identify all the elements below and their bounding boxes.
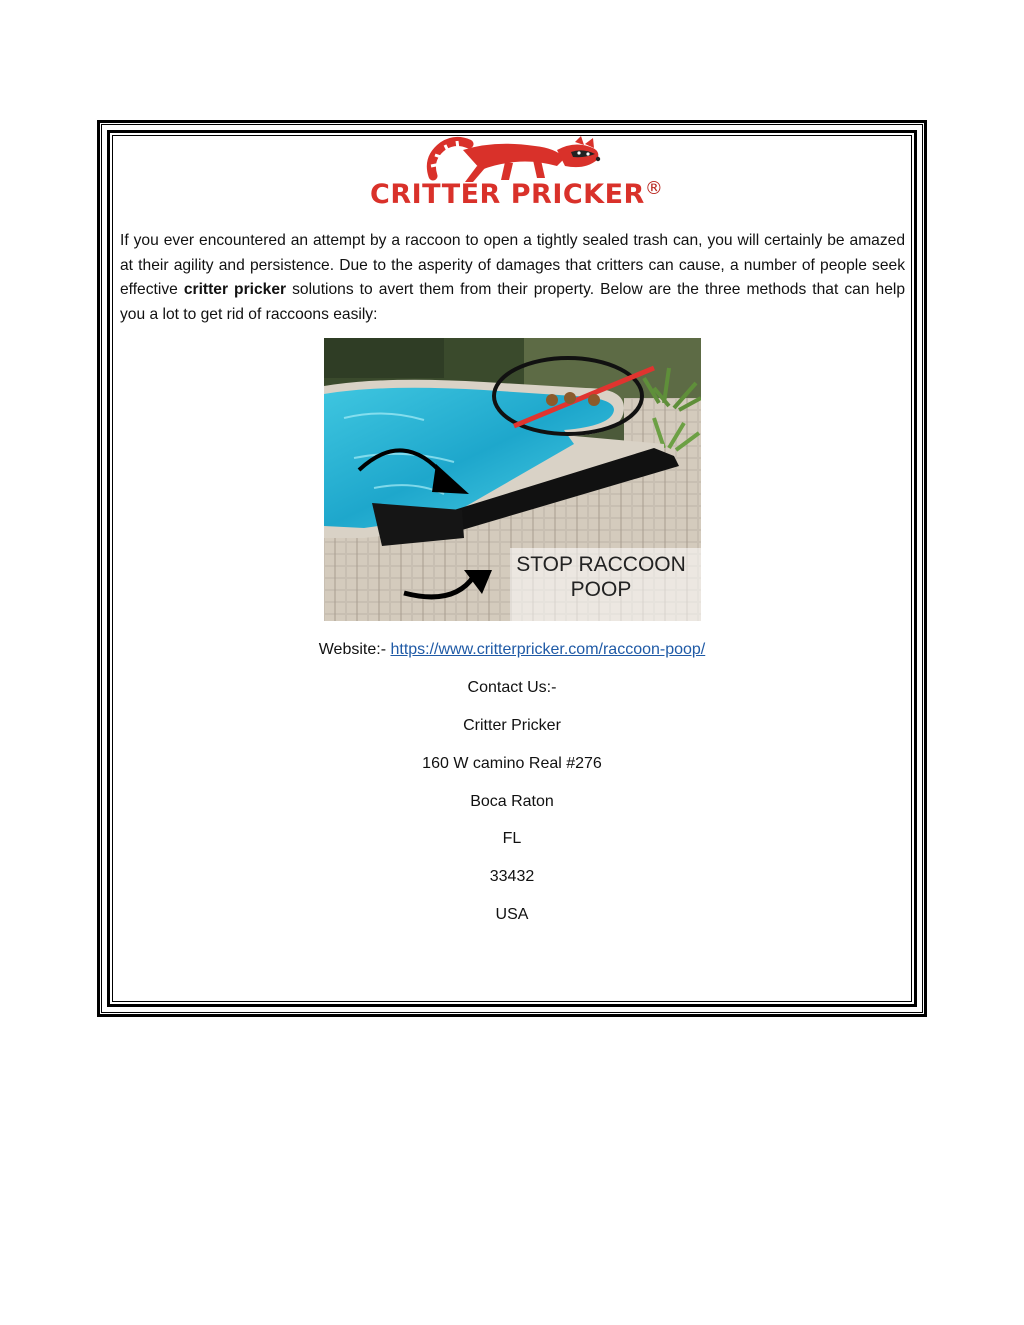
- intro-paragraph: [120, 229, 905, 327]
- photo-caption-line1: STOP RACCOON: [516, 553, 686, 576]
- contact-state: FL: [502, 830, 522, 847]
- contact-street: 160 W camino Real #276: [422, 755, 602, 772]
- website-link[interactable]: https://www.critterpricker.com/raccoon-poop/: [390, 641, 706, 658]
- website-line: [112, 640, 912, 660]
- intro-text-2: solutions to avert them from their property. Below are the three methods that can help you a lot to get rid of raccoons easily:: [120, 281, 906, 323]
- contact-name: Critter Pricker: [463, 717, 561, 734]
- logo-text: CRITTER PRICKER®: [370, 178, 664, 210]
- pool-photo: [324, 338, 701, 621]
- intro-bold-term: critter pricker: [183, 281, 287, 298]
- contact-city: Boca Raton: [470, 793, 554, 810]
- website-label: Website:-: [318, 641, 391, 658]
- pool-illustration: [324, 338, 701, 621]
- photo-caption-line2: POOP: [570, 578, 632, 601]
- critter-pricker-logo: [370, 136, 664, 212]
- intro-text-1: If you ever encountered an attempt by a raccoon to open a tightly sealed trash can, you will certainly be amazed at their agility and persistence. Due to the asperity of damages that critters can cause, a number of people seek effective: [120, 232, 905, 298]
- contact-zip: 33432: [489, 868, 535, 885]
- contact-heading: Contact Us:-: [467, 679, 557, 696]
- registered-mark: ®: [644, 178, 664, 199]
- contact-country: USA: [495, 906, 529, 923]
